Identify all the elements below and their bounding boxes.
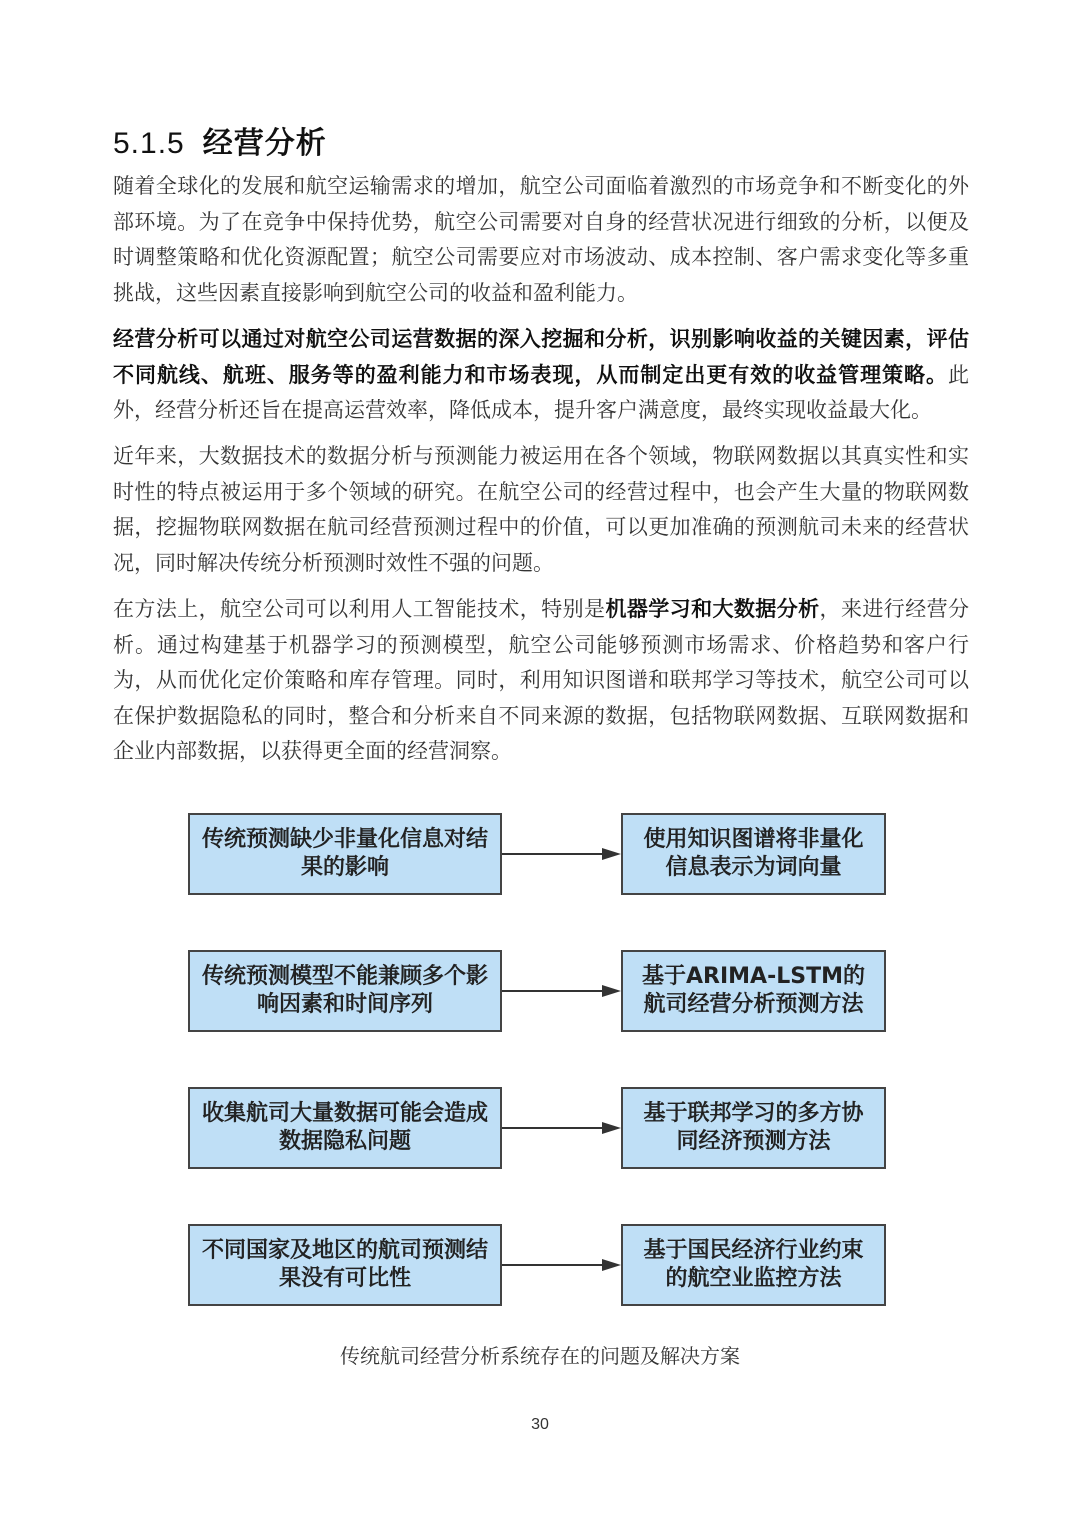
paragraph-4-a: 在方法上，航空公司可以利用人工智能技术，特别是 [113, 597, 606, 621]
paragraph-2-rest: 此外，经营分析还旨在提高运营效率，降低成本，提升客户满意度，最终实现收益最大化。 [113, 362, 969, 422]
section-heading [113, 118, 327, 162]
paragraph-4-bold: 机器学习和大数据分析 [605, 597, 820, 621]
arrow-right-icon [502, 983, 621, 999]
problem-box-4: 不同国家及地区的航司预测结果没有可比性 [188, 1224, 502, 1306]
solution-box-1: 使用知识图谱将非量化信息表示为词向量 [621, 813, 886, 895]
arrow-right-icon [502, 1257, 621, 1273]
solution-box-2: 基于ARIMA-LSTM的航司经营分析预测方法 [621, 950, 886, 1032]
figure-caption: 传统航司经营分析系统存在的问题及解决方案 [340, 1344, 740, 1368]
page-number: 30 [531, 1416, 549, 1433]
paragraph-2-bold: 经营分析可以通过对航空公司运营数据的深入挖掘和分析，识别影响收益的关键因素，评估不同航线、航班、服务等的盈利能力和市场表现，从而制定出更有效的收益管理策略。 [113, 327, 969, 387]
paragraph-3: 近年来，大数据技术的数据分析与预测能力被运用在各个领域，物联网数据以其真实性和实时性的特点被运用于多个领域的研究。在航空公司的经营过程中，也会产生大量的物联网数据，挖掘物联网数据在航司经营预测过程中的价值，可以更加准确的预测航司未来的经营状况，同时解决传统分析预测时效性不强的问题。 [113, 444, 969, 575]
paragraph-1: 随着全球化的发展和航空运输需求的增加，航空公司面临着激烈的市场竞争和不断变化的外部环境。为了在竞争中保持优势，航空公司需要对自身的经营状况进行细致的分析，以便及时调整策略和优化资源配置；航空公司需要应对市场波动、成本控制、客户需求变化等多重挑战，这些因素直接影响到航空公司的收益和盈利能力。 [113, 174, 969, 305]
arrow-right-icon [502, 1120, 621, 1136]
arrow-right-icon [502, 846, 621, 862]
paragraph-4 [113, 592, 969, 770]
solution-box-4: 基于国民经济行业约束的航空业监控方法 [621, 1224, 886, 1306]
section-title: 经营分析 [202, 126, 327, 161]
section-number: 5.1.5 [113, 127, 185, 160]
paragraph-4-b: ，来进行经营分析。通过构建基于机器学习的预测模型，航空公司能够预测市场需求、价格趋势和客户行为，从而优化定价策略和库存管理。同时，利用知识图谱和联邦学习等技术，航空公司可以在保护数据隐私的同时，整合和分析来自不同来源的数据，包括物联网数据、互联网数据和企业内部数据，以获得更全面的经营洞察。 [113, 597, 970, 763]
solution-box-3: 基于联邦学习的多方协同经济预测方法 [621, 1087, 886, 1169]
problem-box-3: 收集航司大量数据可能会造成数据隐私问题 [188, 1087, 502, 1169]
problem-box-2: 传统预测模型不能兼顾多个影响因素和时间序列 [188, 950, 502, 1032]
problem-box-1: 传统预测缺少非量化信息对结果的影响 [188, 813, 502, 895]
paragraph-2 [113, 322, 969, 429]
